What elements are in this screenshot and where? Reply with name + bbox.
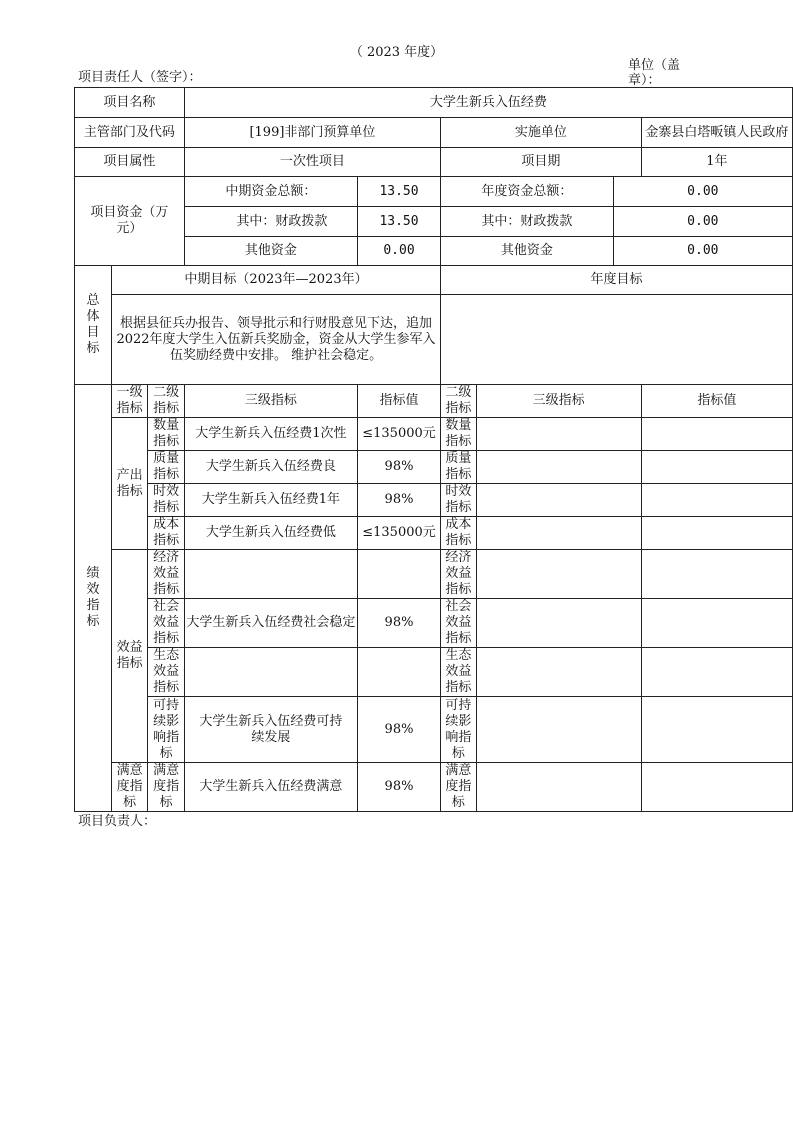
year-fiscal-value: 0.00: [613, 207, 792, 237]
level3-cell: 大学生新兵入伍经费1次性: [184, 418, 357, 451]
satisfaction-indicator-label: 满意度指标: [111, 763, 147, 812]
unit-seal-label: 单位（盖章）：: [628, 58, 681, 88]
mid-total-value: 13.50: [357, 177, 440, 207]
level2-cell: 社会效益指标: [148, 599, 184, 648]
impl-unit-value: 金寨县白塔畈镇人民政府: [641, 118, 792, 148]
overall-goal-label: 总体目标: [75, 266, 112, 385]
level3-right-cell: [476, 697, 641, 763]
period-label: 项目期: [441, 148, 642, 177]
mid-fiscal-value: 13.50: [357, 207, 440, 237]
level3-cell: 大学生新兵入伍经费1年: [184, 484, 357, 517]
value-right-cell: [641, 418, 792, 451]
benefit-indicator-label: 效益指标: [111, 550, 147, 763]
level3-right-cell: [476, 763, 641, 812]
dept-value: [199]非部门预算单位: [184, 118, 440, 148]
mid-fiscal-label: 其中：财政拨款: [184, 207, 357, 237]
level2-cell: 满意度指标: [148, 763, 184, 812]
value-right-cell: [641, 697, 792, 763]
funds-label: 项目资金（万元）: [75, 177, 185, 266]
value-right-cell: [641, 599, 792, 648]
level3-cell: 大学生新兵入伍经费良: [184, 451, 357, 484]
project-name-value: 大学生新兵入伍经费: [184, 88, 792, 118]
mid-other-value: 0.00: [357, 237, 440, 266]
value-cell: 98%: [357, 763, 440, 812]
mid-goal-text: 根据县征兵办报告、领导批示和行财股意见下达，追加2022年度大学生入伍新兵奖励金，资金从大学生参军入伍奖励经费中安排。 维护社会稳定。: [111, 295, 440, 385]
level3-cell: [184, 550, 357, 599]
level2-right-cell: 质量指标: [441, 451, 476, 484]
level2-cell: 数量指标: [148, 418, 184, 451]
year-total-label: 年度资金总额：: [441, 177, 614, 207]
level2-right-cell: 满意度指标: [441, 763, 476, 812]
header-level3-right: 三级指标: [476, 385, 641, 418]
dept-label: 主管部门及代码: [75, 118, 185, 148]
level2-cell: 时效指标: [148, 484, 184, 517]
level2-cell: 可持续影响指标: [148, 697, 184, 763]
level2-right-cell: 时效指标: [441, 484, 476, 517]
responsible-signature-label: 项目责任人（签字）：: [78, 70, 202, 85]
level3-cell: 大学生新兵入伍经费低: [184, 517, 357, 550]
level3-cell: 大学生新兵入伍经费满意: [184, 763, 357, 812]
mid-goal-header: 中期目标（2023年—2023年）: [111, 266, 440, 295]
year-goal-text: [441, 295, 793, 385]
mid-other-label: 其他资金: [184, 237, 357, 266]
year-other-value: 0.00: [613, 237, 792, 266]
year-total-value: 0.00: [613, 177, 792, 207]
level2-right-cell: 可持续影响指标: [441, 697, 476, 763]
year-other-label: 其他资金: [441, 237, 614, 266]
value-cell: ≤135000元: [357, 517, 440, 550]
header-value: 指标值: [357, 385, 440, 418]
level2-cell: 成本指标: [148, 517, 184, 550]
value-cell: 98%: [357, 451, 440, 484]
value-cell: ≤135000元: [357, 418, 440, 451]
performance-target-table: [74, 87, 793, 812]
attr-label: 项目属性: [75, 148, 185, 177]
header-level3: 三级指标: [184, 385, 357, 418]
header-level1: 一级指标: [111, 385, 147, 418]
level3-right-cell: [476, 648, 641, 697]
value-right-cell: [641, 648, 792, 697]
level3-cell: [184, 648, 357, 697]
value-right-cell: [641, 763, 792, 812]
level2-cell: 生态效益指标: [148, 648, 184, 697]
level3-right-cell: [476, 484, 641, 517]
level2-right-cell: 数量指标: [441, 418, 476, 451]
project-lead-label: 项目负责人：: [78, 814, 157, 829]
level2-right-cell: 经济效益指标: [441, 550, 476, 599]
level3-right-cell: [476, 550, 641, 599]
value-cell: [357, 648, 440, 697]
level2-right-cell: 社会效益指标: [441, 599, 476, 648]
header-value-right: 指标值: [641, 385, 792, 418]
perf-indicator-label: 绩效指标: [75, 385, 112, 812]
level3-cell: 大学生新兵入伍经费可持续发展: [184, 697, 357, 763]
value-cell: [357, 550, 440, 599]
value-cell: 98%: [357, 599, 440, 648]
header-level2: 二级指标: [148, 385, 184, 418]
value-right-cell: [641, 550, 792, 599]
level3-right-cell: [476, 517, 641, 550]
level2-right-cell: 成本指标: [441, 517, 476, 550]
mid-total-label: 中期资金总额：: [184, 177, 357, 207]
level3-cell: 大学生新兵入伍经费社会稳定: [184, 599, 357, 648]
level3-right-cell: [476, 451, 641, 484]
project-name-label: 项目名称: [75, 88, 185, 118]
header-level2-right: 二级指标: [441, 385, 476, 418]
year-fiscal-label: 其中：财政拨款: [441, 207, 614, 237]
year-line: （ 2023 年度）: [349, 45, 444, 60]
year-goal-header: 年度目标: [441, 266, 793, 295]
level2-cell: 经济效益指标: [148, 550, 184, 599]
value-cell: 98%: [357, 484, 440, 517]
period-value: 1年: [641, 148, 792, 177]
value-right-cell: [641, 451, 792, 484]
impl-unit-label: 实施单位: [441, 118, 642, 148]
attr-value: 一次性项目: [184, 148, 440, 177]
level2-right-cell: 生态效益指标: [441, 648, 476, 697]
level2-cell: 质量指标: [148, 451, 184, 484]
value-right-cell: [641, 484, 792, 517]
value-right-cell: [641, 517, 792, 550]
value-cell: 98%: [357, 697, 440, 763]
output-indicator-label: 产出指标: [111, 418, 147, 550]
level3-right-cell: [476, 599, 641, 648]
level3-right-cell: [476, 418, 641, 451]
